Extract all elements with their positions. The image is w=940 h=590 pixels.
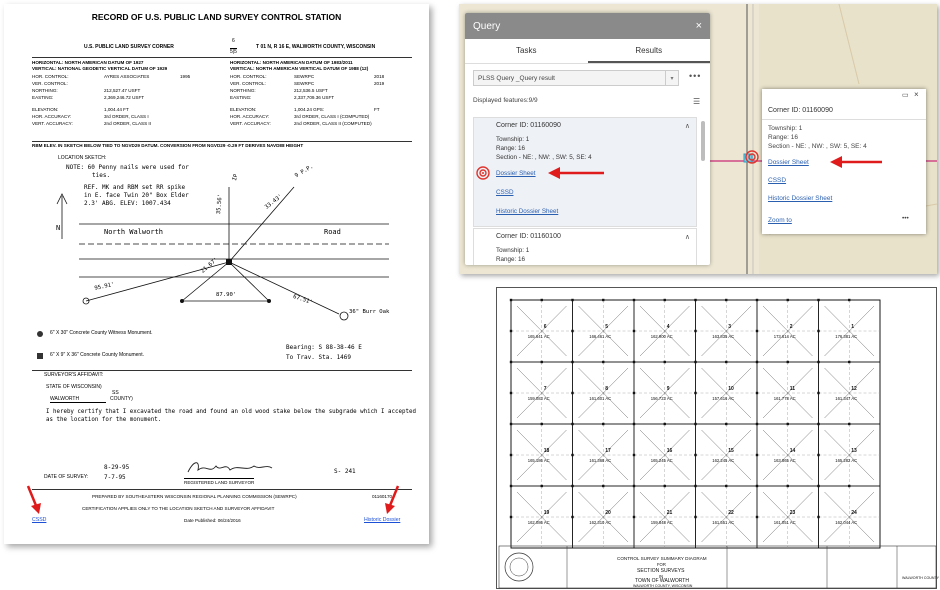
result-layer-select[interactable] (473, 70, 679, 86)
field-label: VERT. ACCURACY: (230, 121, 271, 126)
sketch-note: NOTE: 60 Penny nails were used for (66, 164, 189, 171)
field-label: HOR. CONTROL: (32, 74, 69, 79)
tab-results[interactable]: Results (588, 39, 711, 63)
section-acreage: 165.282 AC (835, 458, 858, 463)
field-label: VER. CONTROL: (32, 81, 68, 86)
section-acreage: 165.245 AC (650, 458, 673, 463)
footer-for: FOR (657, 562, 666, 567)
section-acreage: 159.083 AC (527, 396, 550, 401)
survey-date: 7-7-95 (104, 474, 126, 481)
section-number: 24 (851, 510, 857, 516)
field-value: 3rd ORDER, CLASS I (104, 114, 149, 119)
tab-tasks[interactable]: Tasks (516, 46, 537, 55)
doc-id: 01160170 (372, 494, 393, 499)
footer-county: WALWORTH COUNTY, WISCONSIN (633, 584, 693, 588)
certify-text: I hereby certify that I excavated the road and found an old wood stake below the subgrade which I accepted as the location for the monument. (46, 409, 416, 423)
historic-dossier-link[interactable]: Historic Dossier Sheet (496, 208, 559, 215)
right-stamp: WALWORTH COUNTY (902, 576, 940, 580)
reg-number: S- 241 (334, 468, 356, 475)
popup-corner-id: Corner ID: 01160090 (768, 107, 833, 114)
field-value: 212,527.47 USFT (104, 88, 141, 93)
sketch-note: ties. (92, 172, 111, 179)
section-number: 8 (605, 386, 609, 392)
section-acreage: 162.900 AC (650, 334, 673, 339)
list-options-icon[interactable]: ☰ (693, 97, 701, 106)
date-published: Date Published: 06/24/2016 (184, 518, 241, 523)
field-label: ELEVATION: (230, 107, 257, 112)
section-number: 5 (605, 324, 609, 330)
red-arrow-icon (24, 484, 44, 516)
sketch-label: 36" Burr Oak (349, 309, 390, 315)
certification-note: CERTIFICATION APPLIES ONLY TO THE LOCATION SKETCH AND SURVEYOR AFFIDAVIT (82, 506, 275, 511)
field-label: EASTING: (32, 95, 54, 100)
county-suffix: COUNTY) (110, 396, 133, 402)
field-label: VER. CONTROL: (230, 81, 266, 86)
maximize-icon[interactable]: ▭ (902, 92, 909, 99)
close-icon[interactable]: × (695, 20, 702, 32)
sketch-note: 2.3' ABG. ELEV: 1007.434 (84, 200, 171, 207)
section-number: 6 (543, 324, 547, 330)
field-value: 212,536.5 USFT (294, 88, 328, 93)
prepared-by: PREPARED BY SOUTHEASTERN WISCONSIN REGIONAL PLANNING COMMISSION (SEWRPC) (92, 494, 297, 499)
map-view[interactable] (459, 4, 937, 274)
range: Range: 16 (496, 256, 526, 263)
legend-witness: 6" X 30" Concrete County Witness Monument. (50, 330, 153, 336)
section-acreage: 176.381 AC (835, 334, 858, 339)
chevron-up-icon[interactable]: ∧ (684, 123, 690, 130)
section-acreage: 159.848 AC (650, 520, 673, 525)
sketch-label: 21.67' (200, 257, 220, 275)
sketch-label: 35.56' (216, 193, 224, 215)
footer-in: IN (659, 574, 664, 579)
footer-title: CONTROL SURVEY SUMMARY DIAGRAM (617, 556, 707, 561)
select-value: PLSS Query _Query result (478, 75, 555, 82)
ss: SS (112, 390, 119, 396)
section-acreage: 162.245 AC (712, 458, 735, 463)
fraction-bottom: 5|5 (230, 49, 237, 55)
target-icon[interactable] (476, 166, 490, 180)
query-title: Query (473, 20, 501, 32)
section-number: 16 (666, 448, 673, 454)
section-acreage: 161.601 AC (589, 396, 612, 401)
popup-range: Range: 16 (768, 134, 798, 141)
section-number: 14 (789, 448, 796, 454)
section-number: 21 (666, 510, 673, 516)
popup-township: Township: 1 (768, 125, 803, 132)
field-label: HORIZONTAL: NORTH AMERICAN DATUM OF 1983/2011 (230, 60, 353, 65)
section-acreage: 161.778 AC (773, 396, 796, 401)
field-label: VERTICAL: NORTH AMERICAN VERTICAL DATUM OF 1988 (12) (230, 66, 369, 71)
field-value: 3rd ORDER, CLASS I (COMPUTED) (294, 114, 370, 119)
section-number: 13 (851, 448, 857, 454)
section-acreage: 166.461 AC (589, 334, 612, 339)
section-acreage: 161.551 AC (712, 520, 735, 525)
red-arrow-icon (382, 484, 402, 516)
registered-label: REGISTERED LAND SURVEYOR (184, 480, 255, 485)
field-value: 2,369,246.72 USFT (104, 95, 145, 100)
section-acreage: 157.616 AC (712, 396, 735, 401)
affidavit-title: SURVEYOR'S AFFIDAVIT: (44, 372, 104, 378)
query-header (465, 13, 710, 39)
bm-note: RBM ELEV. IN SKETCH BELOW TIED TO NGVD29 DATUM. CONVERSION FROM NGVD29 -0.29 FT DERIVES NAVD88 HEIGHT (32, 143, 304, 148)
section-number: 10 (728, 386, 734, 392)
section: Section - NE: , NW: , SW: 5, SE: 4 (496, 154, 592, 161)
section-acreage: 162.044 AC (835, 520, 858, 525)
divider (32, 489, 412, 490)
sketch-note: REF. MK and RBM set RR spike (84, 184, 186, 191)
field-value: AYRES ASSOCIATES (104, 74, 150, 79)
section-acreage: 165.641 AC (527, 334, 550, 339)
field-value: 2nd ORDER, CLASS II (104, 121, 151, 126)
red-arrow-icon (546, 166, 606, 180)
result-item[interactable] (473, 117, 697, 227)
corner-label: U.S. PUBLIC LAND SURVEY CORNER (84, 44, 174, 50)
sketch-label: 87.90' (216, 292, 237, 298)
cssd-link[interactable]: CSSD (32, 517, 47, 523)
footer-sections: SECTION SURVEYS (637, 568, 685, 574)
field-year: 1995 (180, 74, 191, 79)
legend-monument: 6" X 9" X 36" Concrete County Monument. (50, 352, 144, 358)
township: Township: 1 (496, 136, 530, 143)
field-value: 2nd ORDER, CLASS II (COMPUTED) (294, 121, 372, 126)
section-number: 22 (728, 510, 734, 516)
section-number: 20 (605, 510, 611, 516)
field-year: 2019 (374, 81, 385, 86)
field-value: 2,337,709.36 USFT (294, 95, 335, 100)
field-label: HOR. ACCURACY: (230, 114, 270, 119)
scrollbar[interactable] (701, 121, 705, 161)
survey-summary-diagram (496, 287, 940, 589)
sketch-label: 95.91' (94, 281, 116, 292)
field-label: VERTICAL: NATIONAL GEODETIC VERTICAL DATUM OF 1929 (32, 66, 168, 71)
corner-id: Corner ID: 01160090 (496, 122, 561, 129)
field-label: NORTHING: (230, 88, 256, 93)
field-value: SEWRPC (294, 81, 315, 86)
state: STATE OF WISCONSIN) (46, 384, 102, 390)
location-line: T 01 N, R 16 E, WALWORTH COUNTY, WISCONSIN (256, 44, 376, 50)
section-acreage: 165.186 AC (527, 458, 550, 463)
svg-text:N: N (56, 224, 61, 232)
section-number: 7 (543, 386, 547, 392)
section-number: 4 (666, 324, 670, 330)
chevron-down-icon: ▾ (665, 71, 678, 85)
date-label: DATE OF SURVEY: (44, 474, 89, 480)
field-label: HOR. ACCURACY: (32, 114, 72, 119)
field-value: 1,004.44 FT (104, 107, 129, 112)
range: Range: 16 (496, 145, 526, 152)
section-acreage: 161.051 AC (773, 520, 796, 525)
sketch-title: LOCATION SKETCH: (58, 155, 107, 161)
field-year: FT (374, 107, 380, 112)
doc-title: RECORD OF U.S. PUBLIC LAND SURVEY CONTROL STATION (91, 12, 342, 22)
fraction-top: 6 (232, 38, 235, 44)
field-label: HORIZONTAL: NORTH AMERICAN DATUM OF 1927 (32, 60, 144, 65)
field-value: SEWRPC (294, 74, 315, 79)
close-icon[interactable]: × (914, 90, 919, 99)
displayed-features: Displayed features:9/9 (473, 97, 538, 104)
section-acreage: 173.614 AC (773, 334, 796, 339)
corner-id: Corner ID: 01160100 (496, 233, 561, 240)
section-number: 9 (666, 386, 670, 392)
field-label: ELEVATION: (32, 107, 59, 112)
popup-dossier-link[interactable]: Dossier Sheet (768, 159, 809, 166)
township: Township: 1 (496, 247, 530, 254)
sketch-label: IP (232, 173, 240, 182)
footer-town: TOWN OF WALWORTH (635, 578, 689, 584)
target-icon[interactable] (745, 150, 759, 164)
popup-historic-link[interactable]: Historic Dossier Sheet (768, 195, 833, 202)
query-panel (465, 13, 710, 265)
road-name-right: Road (324, 228, 341, 236)
bearing: Bearing: S 88-38-46 E (286, 344, 362, 351)
section-number: 3 (728, 324, 732, 330)
section-acreage: 161.347 AC (835, 396, 858, 401)
more-options-icon[interactable]: ••• (689, 71, 702, 81)
chevron-up-icon[interactable]: ∧ (684, 234, 690, 241)
surveyor-signature (184, 458, 274, 478)
dossier-sheet-link[interactable]: Dossier Sheet (496, 170, 536, 177)
survey-date: 8-29-95 (104, 464, 130, 471)
zoom-to-link[interactable]: Zoom to (768, 217, 792, 224)
sketch-label: 67.51' (292, 294, 314, 306)
section-acreage: 162.310 AC (589, 520, 612, 525)
section-number: 19 (543, 510, 550, 516)
section-number: 11 (789, 386, 796, 392)
section-acreage: 161.368 AC (589, 458, 612, 463)
section-acreage: 163.865 AC (773, 458, 796, 463)
section-number: 2 (789, 324, 793, 330)
bearing-to: To Trav. Sta. 1469 (286, 354, 352, 361)
sketch-label: 9 P.P. (294, 163, 315, 180)
section-acreage: 156.723 AC (650, 396, 673, 401)
county: WALWORTH (50, 396, 106, 403)
corner-popup (762, 89, 926, 234)
field-value: 1,004.24 GPS: (294, 107, 325, 112)
section-number: 23 (789, 510, 796, 516)
popup-section: Section - NE: , NW: , SW: 5, SE: 4 (768, 143, 867, 150)
section-number: 18 (543, 448, 550, 454)
field-label: VERT. ACCURACY: (32, 121, 73, 126)
road-name-left: North Walworth (104, 228, 164, 236)
divider (32, 370, 412, 371)
query-tabs (465, 39, 710, 64)
cssd-link[interactable]: CSSD (496, 189, 514, 196)
section-number: 12 (851, 386, 857, 392)
sketch-note: in E. face Twin 20" Box Elder (84, 192, 189, 199)
section-acreage: 163.835 AC (712, 334, 735, 339)
sketch-label: 33.43' (264, 193, 284, 211)
historic-dossier-link[interactable]: Historic Dossier (364, 517, 401, 523)
field-label: NORTHING: (32, 88, 58, 93)
section-number: 15 (728, 448, 734, 454)
field-label: EASTING: (230, 95, 252, 100)
red-arrow-icon (828, 155, 884, 169)
field-year: 2018 (374, 74, 385, 79)
result-item[interactable] (473, 228, 697, 265)
section-acreage: 162.086 AC (527, 520, 550, 525)
field-label: HOR. CONTROL: (230, 74, 267, 79)
popup-header (762, 89, 926, 120)
section-number: 1 (851, 324, 855, 330)
more-options-icon[interactable]: ••• (902, 215, 909, 222)
section-number: 17 (605, 448, 611, 454)
seal-icon (505, 553, 533, 581)
popup-cssd-link[interactable]: CSSD (768, 177, 787, 184)
dossier-sheet-document (4, 4, 429, 544)
